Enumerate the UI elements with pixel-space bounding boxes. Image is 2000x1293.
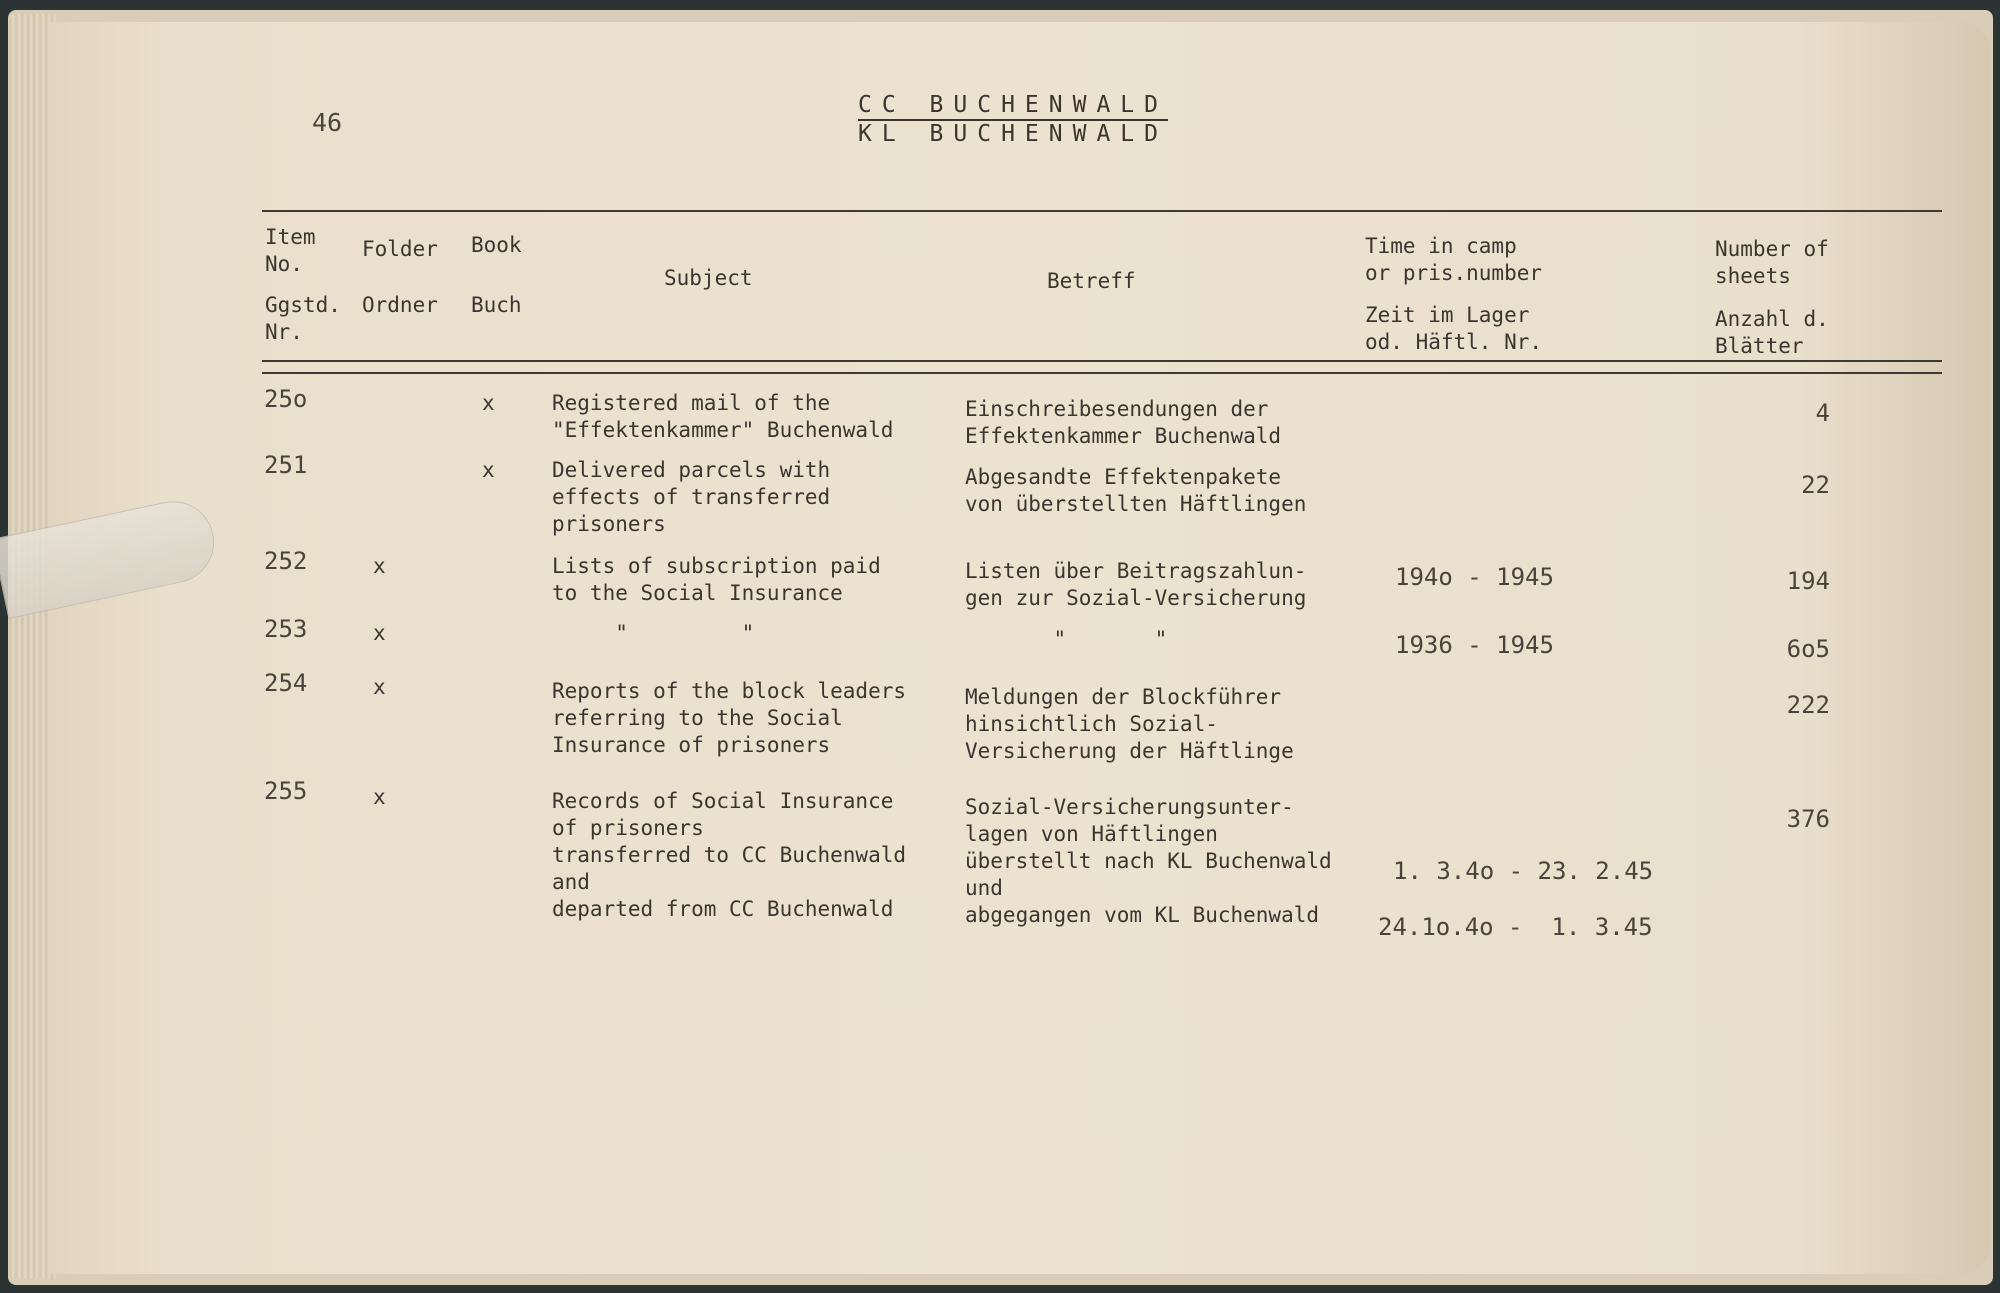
header-folder-en: Folder (362, 237, 438, 261)
row-252-folder: x (373, 554, 386, 578)
row-253-subject: " " (552, 621, 755, 645)
row-251-book: x (482, 458, 495, 482)
row-255-time: 1. 3.4o - 23. 2.45 (1393, 857, 1654, 885)
page-title (848, 92, 1178, 147)
row-254-item: 254 (264, 669, 308, 697)
row-252-time: 194o - 1945 (1395, 563, 1554, 591)
row-253-folder: x (373, 621, 386, 645)
title-line-1: CC BUCHENWALD (858, 92, 1168, 121)
row-252-subject: Lists of subscription paid to the Social Insurance (552, 554, 881, 605)
row-250-book: x (482, 391, 495, 415)
header-book-de: Buch (471, 293, 522, 317)
row-254-subject: Reports of the block leaders referring to the Social Insurance of prisoners (552, 679, 907, 757)
header-betreff: Betreff (1047, 269, 1136, 293)
row-250-sheets: 4 (1815, 399, 1830, 427)
header-rule (262, 360, 1942, 362)
header-sheets-en: Number of sheets (1715, 237, 1829, 288)
row-252-betreff: Listen über Beitragszahlun- gen zur Sozial-Versicherung (965, 559, 1307, 610)
row-252-item: 252 (264, 547, 308, 575)
row-251-item: 251 (264, 451, 308, 479)
title-line-2: KL BUCHENWALD (857, 121, 1168, 147)
row-252-sheets: 194 (1786, 567, 1830, 595)
row-255-folder: x (373, 785, 386, 809)
header-sheets-de: Anzahl d. Blätter (1715, 307, 1829, 358)
row-250-betreff: Einschreibesendungen der Effektenkammer Buchenwald (965, 397, 1282, 448)
row-250-item: 25o (264, 385, 308, 413)
row-255-item: 255 (264, 777, 308, 805)
row-254-sheets: 222 (1786, 691, 1830, 719)
table-top-rule (262, 210, 1942, 212)
row-255-subject: Records of Social Insurance of prisoners transferred to CC Buchenwald and departed from CC Buchenwald (552, 789, 907, 921)
row-251-subject: Delivered parcels with effects of transferred prisoners (552, 458, 831, 536)
row-253-time: 1936 - 1945 (1395, 631, 1554, 659)
header-subject: Subject (664, 266, 753, 290)
header-time-de: Zeit im Lager od. Häftl. Nr. (1365, 303, 1543, 354)
row-251-betreff: Abgesandte Effektenpakete von überstellten Häftlingen (965, 465, 1307, 516)
header-folder-de: Ordner (362, 293, 438, 317)
row-250-subject: Registered mail of the "Effektenkammer" Buchenwald (552, 391, 894, 442)
row-251-sheets: 22 (1801, 471, 1830, 499)
row-254-folder: x (373, 675, 386, 699)
row-255-sheets: 376 (1786, 805, 1830, 833)
row-255-time-2: 24.1o.4o - 1. 3.45 (1378, 913, 1653, 941)
header-time-en: Time in camp or pris.number (1365, 234, 1543, 285)
row-254-betreff: Meldungen der Blockführer hinsichtlich Sozial- Versicherung der Häftlinge (965, 685, 1294, 763)
header-book-en: Book (471, 233, 522, 257)
row-253-item: 253 (264, 615, 308, 643)
header-rule-double (262, 372, 1942, 374)
page-number: 46 (312, 108, 343, 137)
row-255-betreff: Sozial-Versicherungsunter- lagen von Häftlingen überstellt nach KL Buchenwald und abgegangen vom KL Buchenwald (965, 795, 1332, 927)
header-item-en: Item No. (265, 225, 316, 276)
row-253-betreff: " " (965, 627, 1168, 651)
row-253-sheets: 6o5 (1786, 635, 1830, 663)
header-item-de: Ggstd. Nr. (265, 293, 341, 344)
